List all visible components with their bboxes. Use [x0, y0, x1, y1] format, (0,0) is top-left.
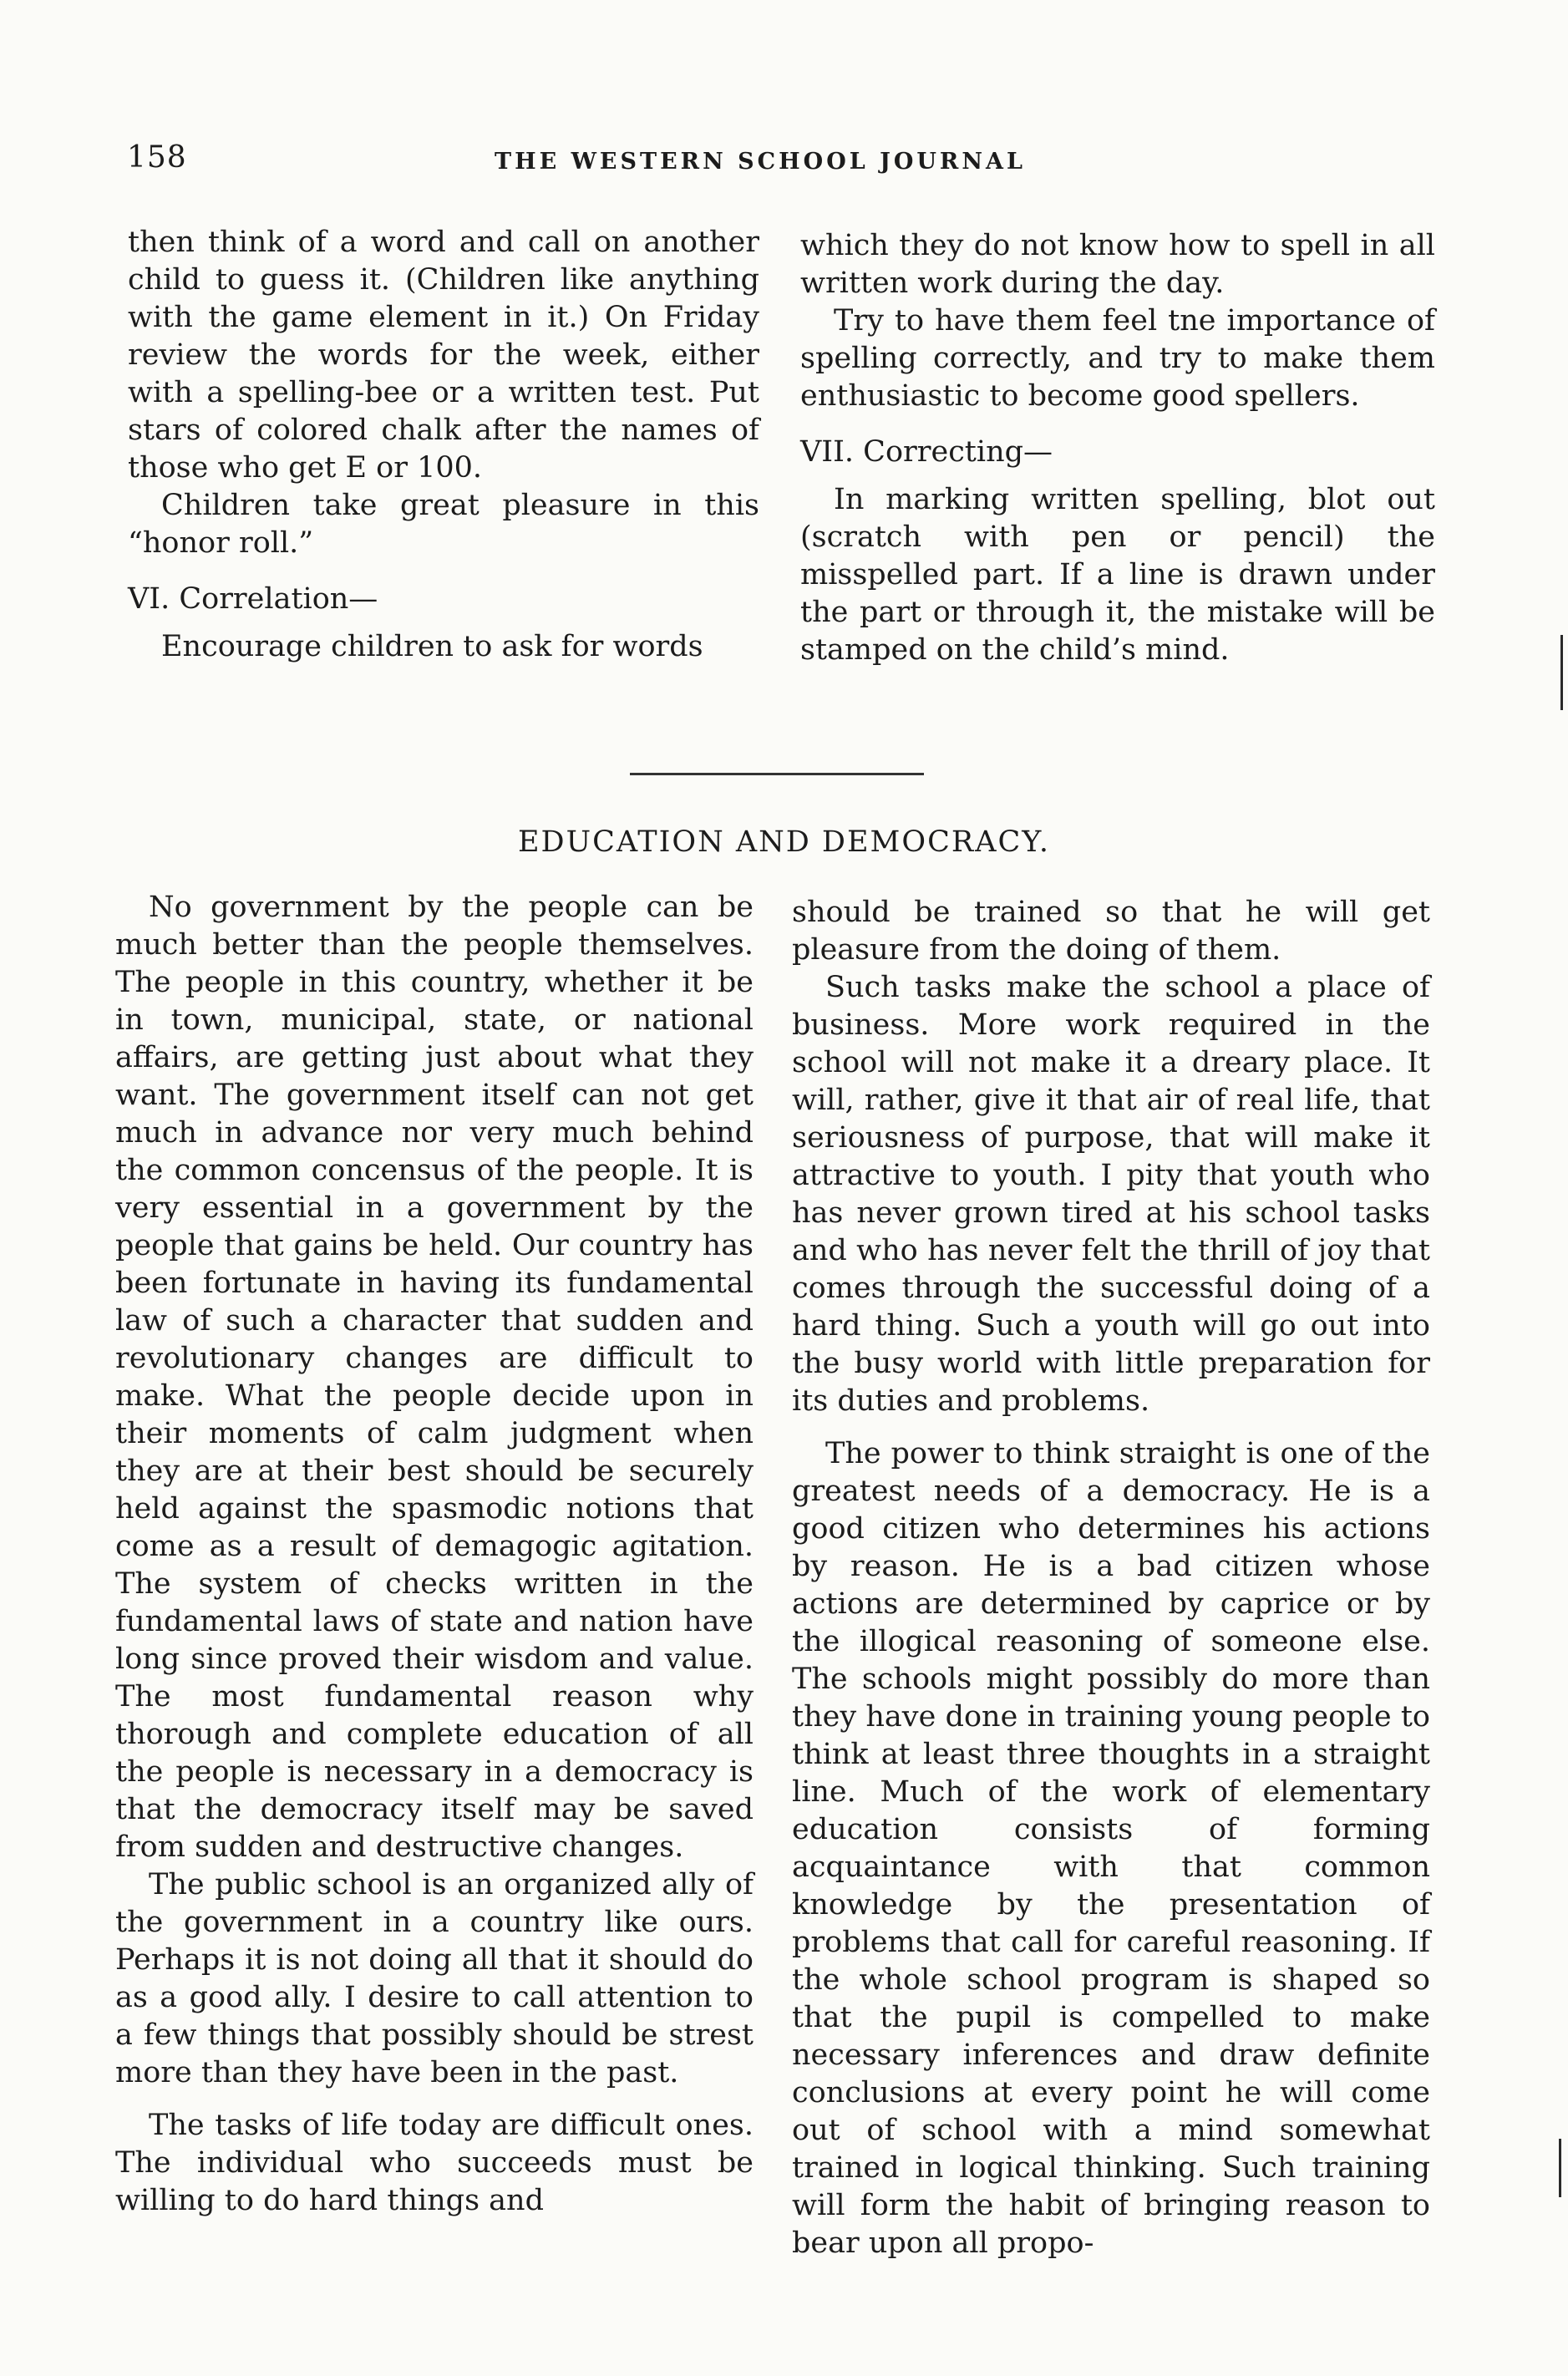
paragraph: Encourage children to ask for words [161, 630, 703, 663]
paragraph: The tasks of life today are difficult ones. The individual who succeeds must be willing to do hard things and [115, 2109, 754, 2217]
section-heading: VII. Correcting— [800, 435, 1053, 469]
paragraph: Try to have them feel tne importance of spelling correctly, and try to make them enthusiastic to become good spellers. [800, 304, 1435, 413]
paragraph: In marking written spelling, blot out (scratch with pen or pencil) the misspelled part. If a line is drawn under the part or through it, the mistake will be stamped on the child’s mind. [800, 483, 1435, 667]
paragraph: The public school is an organized ally of the government in a country like ours. Perhaps it is not doing all that it should do as a good ally. I desire to call attention to a few things that possibly should be strest more than they have been in the past. [115, 1868, 754, 2089]
bottom-right-column [792, 894, 1430, 2262]
running-head: THE WESTERN SCHOOL JOURNAL [495, 149, 1026, 175]
top-right-column [800, 227, 1435, 669]
bottom-left-column [115, 889, 754, 2220]
paragraph: then think of a word and call on another child to guess it. (Children like anything with the game element in it.) On Friday review the words for the week, either with a spelling-bee or a written test. Put stars of colored chalk after the names of those who get E or 100. [128, 226, 759, 485]
paragraph: which they do not know how to spell in all written work during the day. [800, 229, 1435, 300]
paragraph: No government by the people can be much better than the people themselves. The people in this country, whether it be in town, municipal, state, or national affairs, are getting just about what they want. The government itself can not get much in advance nor very much behind the common concensus of the people. It is very essential in a government by the people that gains be held. Our country has been fortunate in having its fundamental law of such a character that sudden and revolutionary changes are difficult to make. What the people decide upon in their moments of calm judgment when they are at their best should be securely held against the spasmodic notions that come as a result of demagogic agitation. The system of checks written in the fundamental laws of state and nation have long since proved their wisdom and value. The most fundamental reason why thorough and complete education of all the people is necessary in a democracy is that the democracy itself may be saved from sudden and destructive changes. [115, 891, 754, 1864]
scan-edge-mark [1559, 2139, 1561, 2197]
paragraph: should be trained so that he will get pleasure from the doing of them. [792, 896, 1430, 967]
section-divider [630, 773, 924, 775]
article-title: EDUCATION AND DEMOCRACY. [517, 825, 1050, 859]
paragraph: Children take great pleasure in this “honor roll.” [128, 489, 759, 560]
top-left-column [128, 224, 759, 666]
paragraph: The power to think straight is one of the greatest needs of a democracy. He is a good citizen who determines his actions by reason. He is a bad citizen whose actions are determined by caprice or by the illogical reasoning of someone else. The schools might possibly do more than they have done in training young people to think at least three thoughts in a straight line. Much of the work of elementary education consists of forming acquaintance with that common knowledge by the presentation of problems that call for careful reasoning. If the whole school program is shaped so that the pupil is compelled to make necessary inferences and draw definite conclusions at every point he will come out of school with a mind somewhat trained in logical thinking. Such training will form the habit of bringing reason to bear upon all propo- [792, 1437, 1430, 2260]
section-heading: VI. Correlation— [128, 582, 378, 616]
page-number: 158 [127, 140, 187, 175]
scan-edge-mark [1560, 635, 1563, 710]
paragraph: Such tasks make the school a place of business. More work required in the school will not make it a dreary place. It will, rather, give it that air of real life, that seriousness of purpose, that will make it attractive to youth. I pity that youth who has never grown tired at his school tasks and who has never felt the thrill of joy that comes through the successful doing of a hard thing. Such a youth will go out into the busy world with little preparation for its duties and problems. [792, 971, 1430, 1418]
